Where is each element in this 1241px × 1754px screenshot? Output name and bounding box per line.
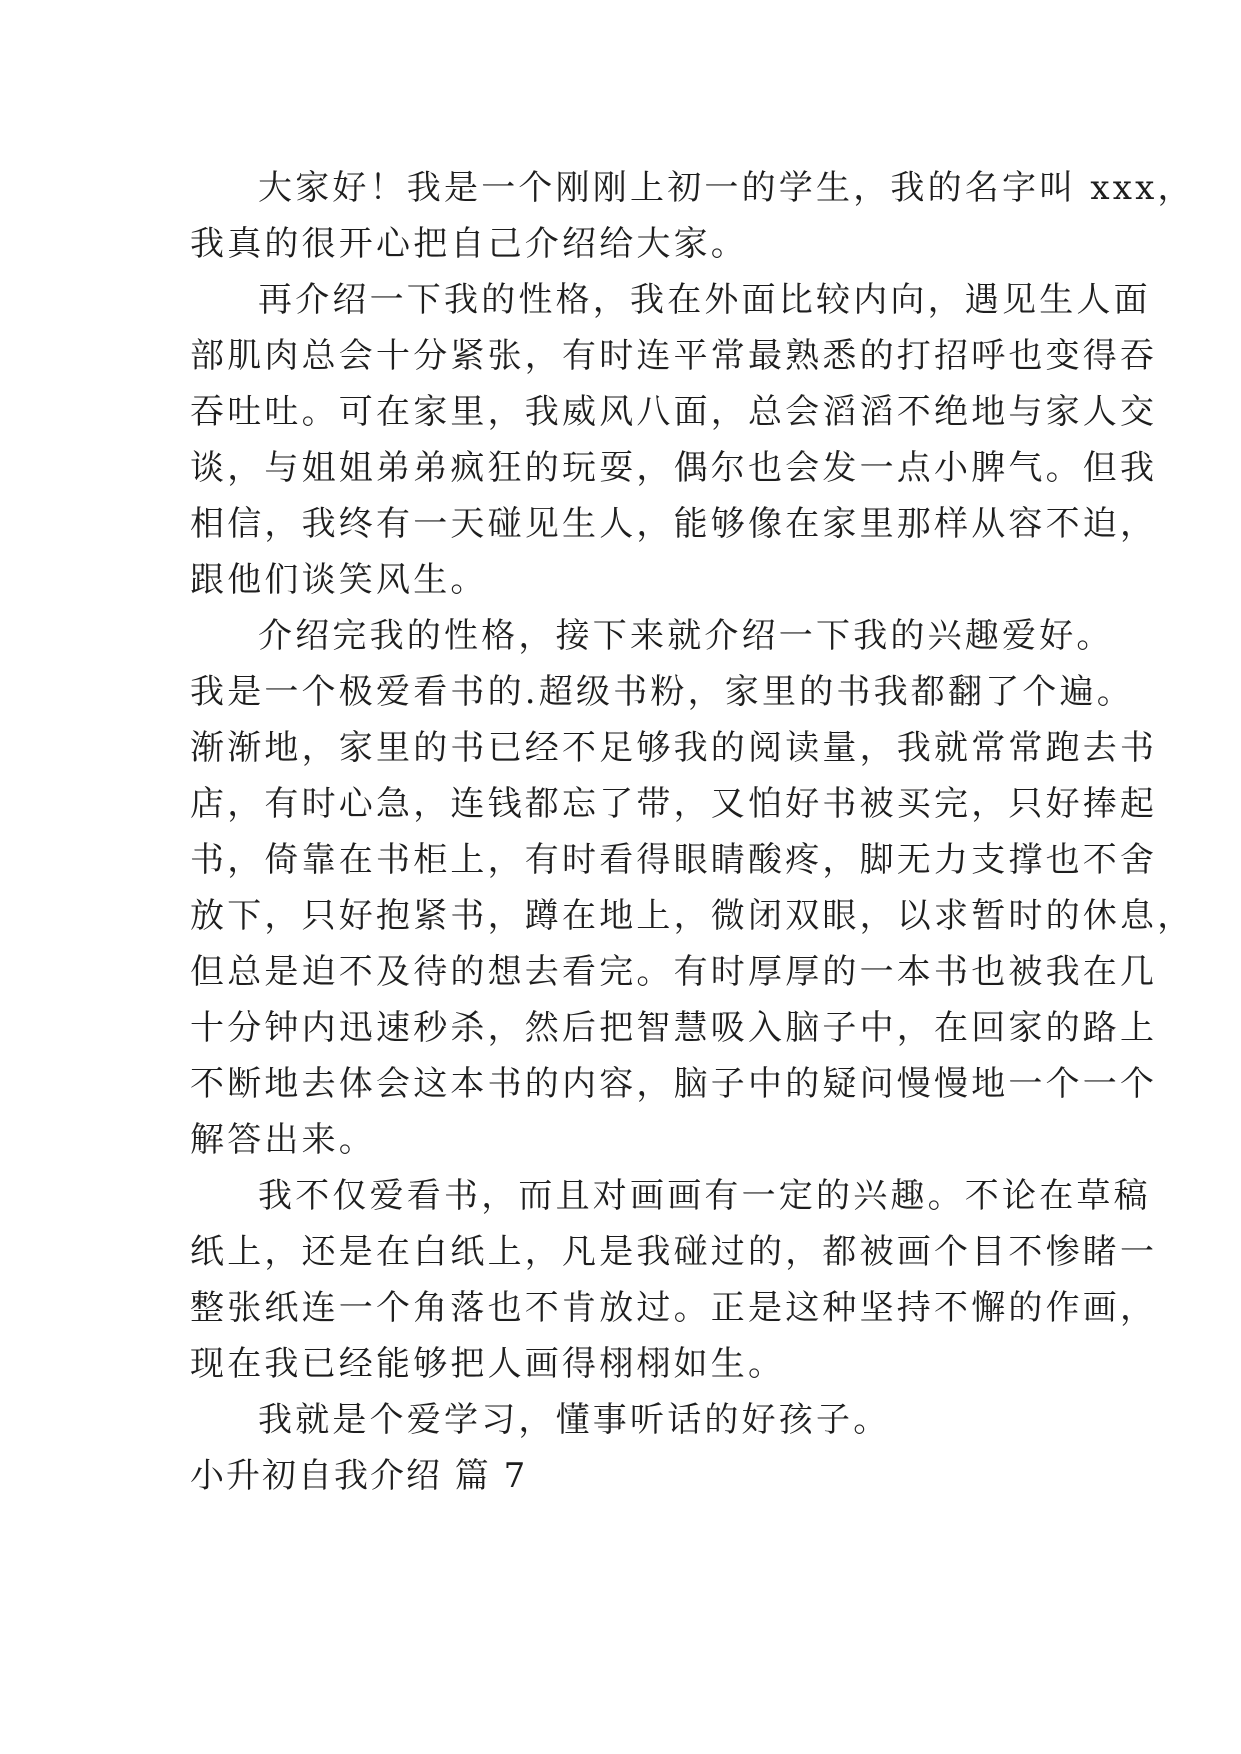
paragraph-4-line-2: 纸上，还是在白纸上，凡是我碰过的，都被画个目不惨睹一 (190, 1232, 1158, 1272)
paragraph-3-line-7: 但总是迫不及待的想去看完。有时厚厚的一本书也被我在几 (190, 952, 1158, 992)
paragraph-3-line-5: 书，倚靠在书柜上，有时看得眼睛酸疼，脚无力支撑也不舍 (190, 840, 1158, 880)
paragraph-2-line-2: 部肌肉总会十分紧张，有时连平常最熟悉的打招呼也变得吞 (190, 336, 1158, 376)
paragraph-3-line-8: 十分钟内迅速秒杀，然后把智慧吸入脑子中，在回家的路上 (190, 1008, 1158, 1048)
paragraph-2-line-6: 跟他们谈笑风生。 (190, 560, 488, 600)
paragraph-1-line-1: 大家好！我是一个刚刚上初一的学生，我的名字叫 xxx， (258, 168, 1195, 208)
paragraph-3-line-2: 我是一个极爱看书的.超级书粉，家里的书我都翻了个遍。 (190, 672, 1135, 712)
paragraph-3-line-10: 解答出来。 (190, 1120, 376, 1160)
section-heading: 小升初自我介绍 篇 7 (190, 1456, 528, 1496)
paragraph-4-line-3: 整张纸连一个角落也不肯放过。正是这种坚持不懈的作画， (190, 1288, 1158, 1328)
paragraph-4-line-4: 现在我已经能够把人画得栩栩如生。 (190, 1344, 786, 1384)
paragraph-3-line-4: 店，有时心急，连钱都忘了带，又怕好书被买完，只好捧起 (190, 784, 1158, 824)
paragraph-1-line-2: 我真的很开心把自己介绍给大家。 (190, 224, 748, 264)
paragraph-3-line-6: 放下，只好抱紧书，蹲在地上，微闭双眼，以求暂时的休息， (190, 896, 1195, 936)
paragraph-3-line-9: 不断地去体会这本书的内容，脑子中的疑问慢慢地一个一个 (190, 1064, 1158, 1104)
paragraph-3-line-1: 介绍完我的性格，接下来就介绍一下我的兴趣爱好。 (258, 616, 1114, 656)
paragraph-2-line-4: 谈，与姐姐弟弟疯狂的玩耍，偶尔也会发一点小脾气。但我 (190, 448, 1158, 488)
paragraph-3-line-3: 渐渐地，家里的书已经不足够我的阅读量，我就常常跑去书 (190, 728, 1158, 768)
paragraph-2-line-3: 吞吐吐。可在家里，我威风八面，总会滔滔不绝地与家人交 (190, 392, 1158, 432)
paragraph-2-line-1: 再介绍一下我的性格，我在外面比较内向，遇见生人面 (258, 280, 1151, 320)
paragraph-2-line-5: 相信，我终有一天碰见生人，能够像在家里那样从容不迫， (190, 504, 1158, 544)
paragraph-5-line-1: 我就是个爱学习，懂事听话的好孩子。 (258, 1400, 891, 1440)
paragraph-4-line-1: 我不仅爱看书，而且对画画有一定的兴趣。不论在草稿 (258, 1176, 1151, 1216)
